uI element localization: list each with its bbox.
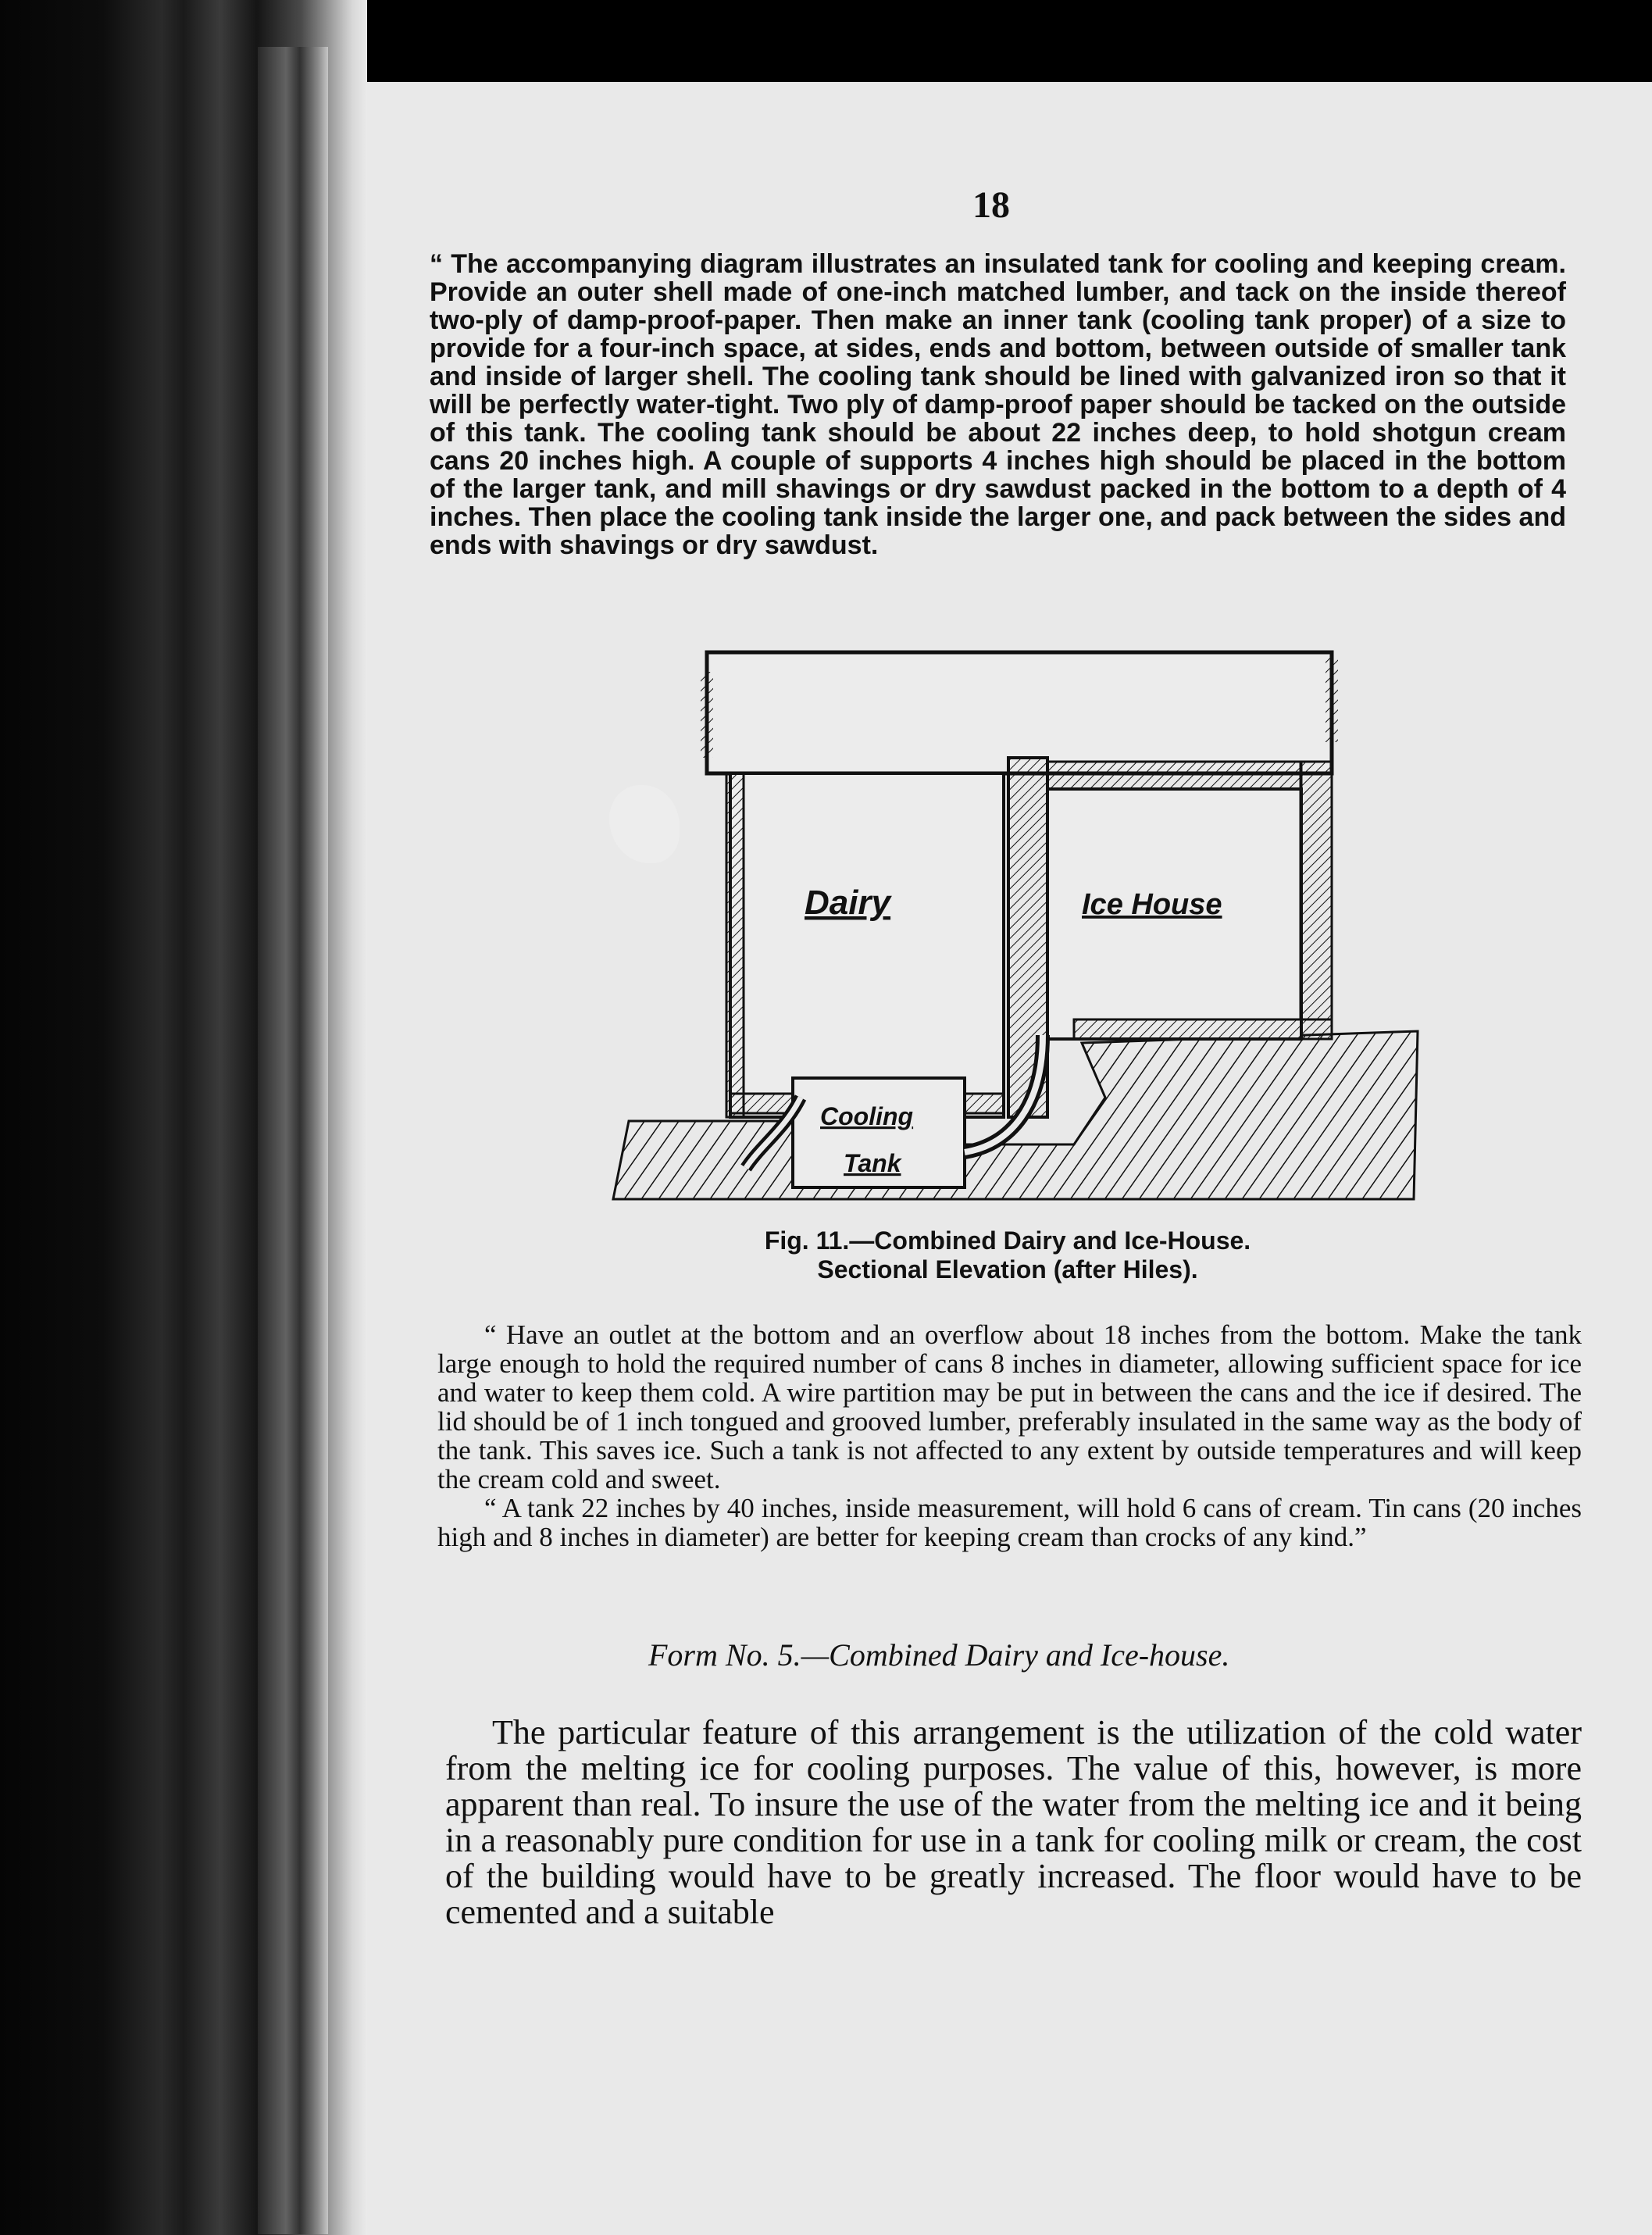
figure-caption-line-2: Sectional Elevation (after Hiles). (817, 1255, 1198, 1284)
roof-end-left (701, 672, 713, 758)
second-paragraph: “ Have an outlet at the bottom and an overflow about 18 inches from the bottom. Make the tank large enough to hold the required number of cans 8 inches in diameter, allowing sufficient space for ice and water to keep them cold. A wire partition may be put in between the cans and the ice if desired. The lid should be of 1 inch tongued and grooved lumber, preferably insulated in the same way as the body of the tank. This saves ice. Such a tank is not affected to any extent by outside temperatures and will keep the cream cold and sweet. (437, 1319, 1582, 1494)
dairy-room (730, 773, 1004, 1117)
label-cooling: Cooling (820, 1102, 914, 1130)
book-edge (258, 47, 328, 2234)
figure-caption (656, 1226, 1359, 1284)
label-ice-house: Ice House (1082, 888, 1222, 921)
ice-house-top-wall (1047, 762, 1301, 789)
roof (707, 652, 1332, 773)
label-tank: Tank (844, 1149, 901, 1177)
ice-house-right-wall (1301, 762, 1332, 1019)
final-paragraph: The particular feature of this arrangement is the utilization of the cold water from the melting ice for cooling purposes. The value of this, however, is more apparent than real. To insure the use of the water from the melting ice and it being in a reasonably pure condition for use in a tank for cooling milk or cream, the cost of the building would have to be greatly increased. The floor would have to be cemented and a suitable (445, 1713, 1582, 1931)
page-number: 18 (972, 184, 1010, 226)
roof-end-right (1326, 656, 1338, 742)
ice-house-floor (1074, 1019, 1332, 1039)
dairy-icehouse-diagram (605, 637, 1433, 1230)
form-heading: Form No. 5.—Combined Dairy and Ice-house. (648, 1637, 1230, 1673)
third-paragraph: “ A tank 22 inches by 40 inches, inside measurement, will hold 6 cans of cream. Tin cans (20 inches high and 8 inches in diameter) are better for keeping cream than crocks of any kind.” (437, 1493, 1582, 1552)
quote-paragraph: “ The accompanying diagram illustrates an insulated tank for cooling and keeping cream. Provide an outer shell made of one-inch matched lumber, and tack on the inside thereof two-ply of damp-proof-paper. Then make an inner tank (cooling tank proper) of a size to provide for a four-inch space, at sides, ends and bottom, between outside of smaller tank and inside of larger shell. The cooling tank should be lined with galvanized iron so that it will be perfectly water-tight. Two ply of damp-proof paper should be tacked on the outside of this tank. The cooling tank should be about 22 inches deep, to hold shotgun cream cans 20 inches high. A couple of supports 4 inches high should be placed in the bottom of the larger tank, and mill shavings or dry sawdust packed in the bottom to a depth of 4 inches. Then place the cooling tank inside the larger one, and pack between the sides and ends with shavings or dry sawdust. (430, 249, 1566, 560)
label-dairy: Dairy (805, 884, 891, 922)
figure-caption-line-1: Fig. 11.—Combined Dairy and Ice-House. (764, 1226, 1251, 1255)
quote-continuation (437, 1320, 1582, 1551)
dairy-wall-left (726, 773, 744, 1117)
